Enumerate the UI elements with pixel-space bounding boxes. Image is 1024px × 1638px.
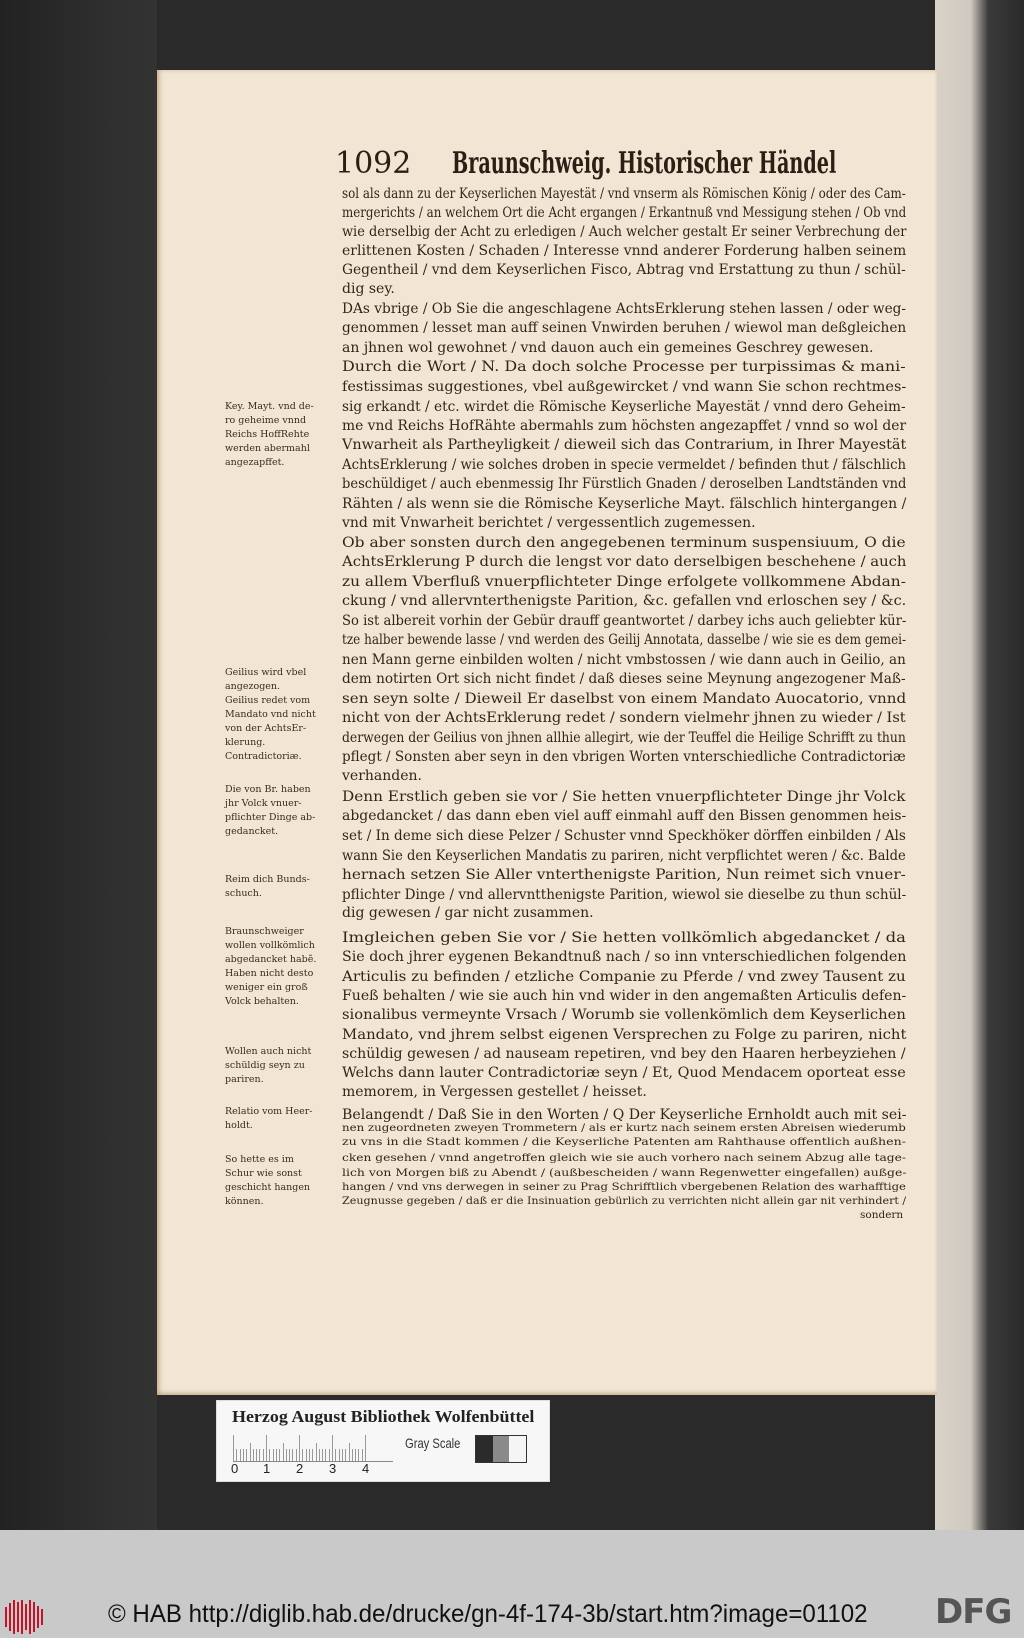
ruler-tick — [286, 1449, 287, 1461]
text-line: AchtsErklerung P durch die lengst vor dato derselbigen beschehene / auch — [342, 554, 907, 570]
ruler-tick — [240, 1449, 241, 1461]
page-number: 1092 — [335, 146, 412, 181]
margin-note-line: gedancket. — [225, 826, 279, 837]
ruler-tick — [246, 1449, 247, 1461]
logo-bar — [25, 1604, 27, 1630]
text-line: Belangendt / Daß Sie in den Worten / Q Der Keyserliche Ernholdt auch mit sei- — [342, 1107, 907, 1123]
ruler-tick — [362, 1449, 363, 1461]
gray-patch — [476, 1436, 493, 1462]
ruler-tick — [345, 1449, 346, 1461]
ruler-tick — [283, 1443, 284, 1461]
logo-bar — [17, 1602, 19, 1632]
logo-bar — [41, 1609, 43, 1625]
margin-note-line: Volck behalten. — [225, 996, 299, 1007]
ruler-tick — [322, 1449, 323, 1461]
ruler-tick — [279, 1449, 280, 1461]
ruler-label: 4 — [362, 1461, 370, 1476]
logo-bar — [9, 1603, 11, 1631]
text-line: dig sey. — [342, 281, 395, 297]
ruler-tick — [250, 1443, 251, 1461]
scan-background-left — [0, 0, 157, 1530]
text-line: Imgleichen geben Sie vor / Sie hetten vollkömlich abgedancket / da — [342, 930, 906, 946]
ruler-tick — [296, 1449, 297, 1461]
ruler-tick — [269, 1449, 270, 1461]
text-line: derwegen der Geilius von jhnen allhie allegirt, wie der Teuffel die Heilige Schrifft zu thun — [342, 730, 906, 746]
text-line: cken gesehen / vnnd angetroffen gleich wie sie auch vorhero nach seinem Abzug alle tage- — [342, 1152, 906, 1164]
margin-note-line: Reichs HoffRehte — [225, 429, 310, 440]
text-line: AchtsErklerung / wie solches droben in specie vermeldet / befinden thut / fälschlich — [342, 457, 907, 473]
logo-bar — [33, 1602, 35, 1632]
text-line: Mandato, vnd jhrem selbst eigenen Versprechen zu Folge zu pariren, nicht — [342, 1027, 907, 1043]
ruler-tick — [259, 1449, 260, 1461]
ruler-tick — [256, 1449, 257, 1461]
text-line: tze halber bewende lasse / vnd werden des Geilij Annotata, dasselbe / wie sie es dem gemei- — [342, 632, 907, 648]
copyright-url[interactable]: © HAB http://diglib.hab.de/drucke/gn-4f-174-3b/start.htm?image=01102 — [108, 1600, 868, 1628]
text-line: Ob aber sonsten durch den angegebenen terminum suspensiuum, O die — [342, 535, 906, 551]
running-title: Braunschweig. Historischer Händel — [452, 146, 837, 181]
margin-note-line: Key. Mayt. vnd de- — [225, 401, 314, 412]
ruler-tick — [306, 1449, 307, 1461]
text-line: mergerichts / an welchem Ort die Acht ergangen / Erkantnuß vnd Messigung stehen / Ob vnd — [342, 205, 907, 221]
text-line: nen zugeordneten zweyen Trommetern / als er kurtz nach seinem ersten Abreisen wiederumb — [342, 1122, 906, 1134]
margin-note-line: wollen vollkömlich — [225, 940, 315, 951]
margin-note-line: können. — [225, 1196, 264, 1207]
margin-note-line: werden abermahl — [225, 443, 310, 454]
margin-note-line: Reim dich Bunds- — [225, 874, 310, 885]
ruler-tick — [292, 1449, 293, 1461]
margin-note-line: pariren. — [225, 1074, 264, 1085]
text-line: Durch die Wort / N. Da doch solche Processe per turpissimas & mani- — [342, 359, 906, 375]
margin-note-line: geschicht hangen — [225, 1182, 311, 1193]
text-line: Gegentheil / vnd dem Keyserlichen Fisco, Abtrag vnd Erstattung zu thun / schül- — [342, 262, 906, 278]
logo-bar — [21, 1600, 23, 1634]
ruler-tick — [312, 1449, 313, 1461]
gray-scale-swatch — [475, 1435, 527, 1463]
ruler-tick — [365, 1435, 366, 1461]
margin-note-line: Die von Br. haben — [225, 784, 311, 795]
ruler-tick — [332, 1435, 333, 1461]
text-line: sen seyn solte / Dieweil Er daselbst von einem Mandato Auocatorio, vnnd — [342, 691, 907, 707]
text-line: an jhnen wol gewohnet / vnd dauon auch ein gemeines Geschrey gewesen. — [342, 340, 874, 356]
margin-note-line: Schur wie sonst — [225, 1168, 302, 1179]
text-line: hangen / vnd vns derwegen in seiner zu Prag Schrifftlich vbergebenen Relation des warhafftige — [342, 1181, 906, 1193]
text-line: sol als dann zu der Keyserlichen Mayestät / vnd vnserm als Römischen König / oder des Cam- — [342, 186, 906, 202]
ruler-tick — [358, 1449, 359, 1461]
margin-note-line: holdt. — [225, 1120, 253, 1131]
margin-note-line: Geilius wird vbel — [225, 667, 307, 678]
ruler-tick — [233, 1435, 234, 1461]
text-line: hernach setzen Sie Aller vnterthenigste Parition, Nun reimet sich vnuer- — [342, 867, 906, 883]
margin-note-line: von der AchtsEr- — [225, 723, 307, 734]
text-line: dem notirten Ort sich nicht findet / daß dieses seine Meynung angezogener Maß- — [342, 671, 906, 687]
text-line: Vnwarheit als Partheyligkeit / dieweil sich das Contrarium, in Ihrer Mayestät — [342, 437, 907, 453]
margin-note-line: schüldig seyn zu — [225, 1060, 305, 1071]
text-line: verhanden. — [342, 768, 422, 784]
ruler-tick — [236, 1449, 237, 1461]
text-line: pflichter Dinge / vnd allervntthenigste Parition, wiewol sie dieselbe zu thun schül- — [342, 887, 907, 903]
margin-note-line: abgedancket habẽ. — [225, 954, 317, 965]
text-line: DAs vbrige / Ob Sie die angeschlagene AchtsErklerung stehen lassen / oder weg- — [342, 301, 907, 317]
text-line: Denn Erstlich geben sie vor / Sie hetten vnuerpflichteter Dinge jhr Volck — [342, 789, 906, 805]
text-line: lich von Morgen biß zu Abendt / (außbescheiden / wann Regenwetter eingefallen) außge- — [342, 1167, 907, 1179]
logo-bar — [29, 1600, 31, 1634]
text-line: dig gewesen / gar nicht zusammen. — [342, 905, 594, 921]
hab-logo-icon — [5, 1600, 47, 1634]
ruler-label: 0 — [231, 1461, 239, 1476]
text-line: vnd mit Vnwarheit berichtet / vergessentlich zugemessen. — [342, 515, 756, 531]
text-line: set / In deme sich diese Pelzer / Schuster vnnd Speckhöker dörffen einbilden / Als — [342, 828, 906, 844]
text-line: Fueß behalten / wie sie auch hin vnd wider in den angemaßten Articulis defen- — [342, 988, 907, 1004]
text-line: me vnd Reichs HofRähte abermahls zum höchsten angezapffet / vnnd so wol der — [342, 418, 907, 434]
ruler-label: 3 — [329, 1461, 337, 1476]
margin-note-line: pflichter Dinge ab- — [225, 812, 316, 823]
margin-note-line: jhr Volck vnuer- — [225, 798, 302, 809]
text-line: zu vns in die Stadt kommen / die Keyserliche Patenten am Rahthause offentlich außhen- — [342, 1136, 906, 1148]
logo-bar — [37, 1606, 39, 1628]
text-line: Articulis zu befinden / etzliche Companie zu Pferde / vnd zwey Tausent zu — [342, 969, 906, 985]
ruler-tick — [335, 1449, 336, 1461]
margin-note-line: Contradictoriæ. — [225, 751, 302, 762]
ruler-tick — [266, 1435, 267, 1461]
text-line: beschüldiget / auch ebenmessig Ihr Fürstlich Gnaden / deroselben Landtständen vnd — [342, 476, 907, 492]
ruler-tick — [325, 1449, 326, 1461]
text-line: festissimas suggestiones, vbel außgewircket / vnd wann Sie schon rechtmes- — [342, 379, 907, 395]
ruler-tick — [352, 1449, 353, 1461]
text-line: pflegt / Sonsten aber seyn in den vbrigen Worten vnterschiedliche Contradictoriæ — [342, 749, 906, 765]
ruler-tick — [263, 1449, 264, 1461]
text-line: ckung / vnd allervnterthenigste Parition, &c. gefallen vnd erloschen sey / &c. — [342, 593, 907, 609]
text-line: wie derselbig der Acht zu erledigen / Auch welcher gestalt Er seiner Verbrechung der — [342, 224, 907, 240]
logo-bar — [13, 1600, 15, 1634]
margin-note-line: schuch. — [225, 888, 262, 899]
margin-note-line: weniger ein groß — [225, 982, 308, 993]
gray-patch — [509, 1436, 526, 1462]
text-line: erlittenen Kosten / Schaden / Interesse vnnd anderer Forderung halben seinem — [342, 243, 907, 259]
ruler — [233, 1435, 393, 1462]
ruler-tick — [316, 1443, 317, 1461]
margin-note-line: Geilius redet vom — [225, 695, 311, 706]
margin-note-line: Haben nicht desto — [225, 968, 314, 979]
text-line: sionalibus vermeynte Vrsach / Worumb sie vollenkömlich dem Keyserlichen — [342, 1007, 906, 1023]
ruler-tick — [339, 1449, 340, 1461]
margin-note-line: Relatio vom Heer- — [225, 1106, 313, 1117]
text-line: genommen / lesset man auff seinen Vnwirden beruhen / wiewol man deßgleichen — [342, 320, 907, 336]
margin-note-line: klerung. — [225, 737, 266, 748]
ruler-tick — [329, 1449, 330, 1461]
facing-page-edge — [935, 0, 1024, 1530]
text-line: Zeugnusse gegeben / daß er die Insinuation gebürlich zu verrichten nicht allein gar nit verhindert / — [342, 1195, 907, 1207]
ruler-tick — [349, 1443, 350, 1461]
margin-note-line: ro geheime vnnd — [225, 415, 307, 426]
text-line: Sie doch jhrer eygenen Bekandtnuß nach / so inn vnterschiedlichen folgenden — [342, 949, 907, 965]
dfg-logo: DFG — [935, 1592, 1012, 1632]
text-line: nen Mann gerne einbilden wolten / nicht vmbstossen / wie dann auch in Geilio, an — [342, 652, 906, 668]
text-line: sig erkandt / etc. wirdet die Römische Keyserliche Mayestät / vnnd dero Geheim- — [342, 399, 906, 415]
text-line: memorem, in Vergessen gestellet / heisset. — [342, 1084, 647, 1100]
text-line: zu allem Vberfluß vnuerpflichteter Dinge erfolgete vollkommene Abdan- — [342, 574, 906, 590]
text-line: abgedancket / das dann eben viel auff einmahl auff den Bissen genommen heis- — [342, 808, 907, 824]
library-name: Herzog August Bibliothek Wolfenbüttel — [232, 1407, 535, 1426]
ruler-tick — [319, 1449, 320, 1461]
text-line: nicht von der AchtsErklerung redet / sondern vielmehr jhnen zu wieder / Ist — [342, 710, 906, 726]
ruler-tick — [355, 1449, 356, 1461]
ruler-tick — [253, 1449, 254, 1461]
margin-note-line: Wollen auch nicht — [225, 1046, 312, 1057]
margin-note-line: angezapffet. — [225, 457, 285, 468]
ruler-tick — [309, 1449, 310, 1461]
ruler-tick — [289, 1449, 290, 1461]
text-line: schüldig gewesen / ad nauseam repetiren, vnd bey den Haaren herbeyziehen / — [342, 1046, 906, 1062]
text-line: So ist albereit vorhin der Gebür drauff geantwortet / darbey ichs auch geliebter kür- — [342, 613, 907, 629]
margin-note-line: Mandato vnd nicht — [225, 709, 316, 720]
color-scale-card — [216, 1400, 550, 1482]
margin-note-line: Braunschweiger — [225, 926, 304, 937]
margin-note-line: So hette es im — [225, 1154, 294, 1165]
text-line: Welchs dann lauter Contradictoriæ seyn / Et, Quod Mendacem oporteat esse — [342, 1065, 906, 1081]
text-line: wann Sie den Keyserlichen Mandatis zu pariren, nicht verpflichtet weren / &c. Balde — [342, 848, 906, 864]
margin-note-line: angezogen. — [225, 681, 281, 692]
text-line: sondern — [860, 1209, 904, 1221]
gray-scale-label: Gray Scale — [405, 1435, 461, 1451]
ruler-tick — [342, 1449, 343, 1461]
ruler-tick — [299, 1435, 300, 1461]
ruler-tick — [273, 1449, 274, 1461]
ruler-tick — [243, 1449, 244, 1461]
gray-patch — [493, 1436, 510, 1462]
logo-bar — [5, 1607, 7, 1627]
ruler-label: 2 — [296, 1461, 304, 1476]
ruler-tick — [276, 1449, 277, 1461]
ruler-label: 1 — [263, 1461, 271, 1476]
text-line: Rähten / als wenn sie die Römische Keyserliche Mayt. fälschlich hintergangen / — [342, 496, 907, 512]
ruler-tick — [302, 1449, 303, 1461]
